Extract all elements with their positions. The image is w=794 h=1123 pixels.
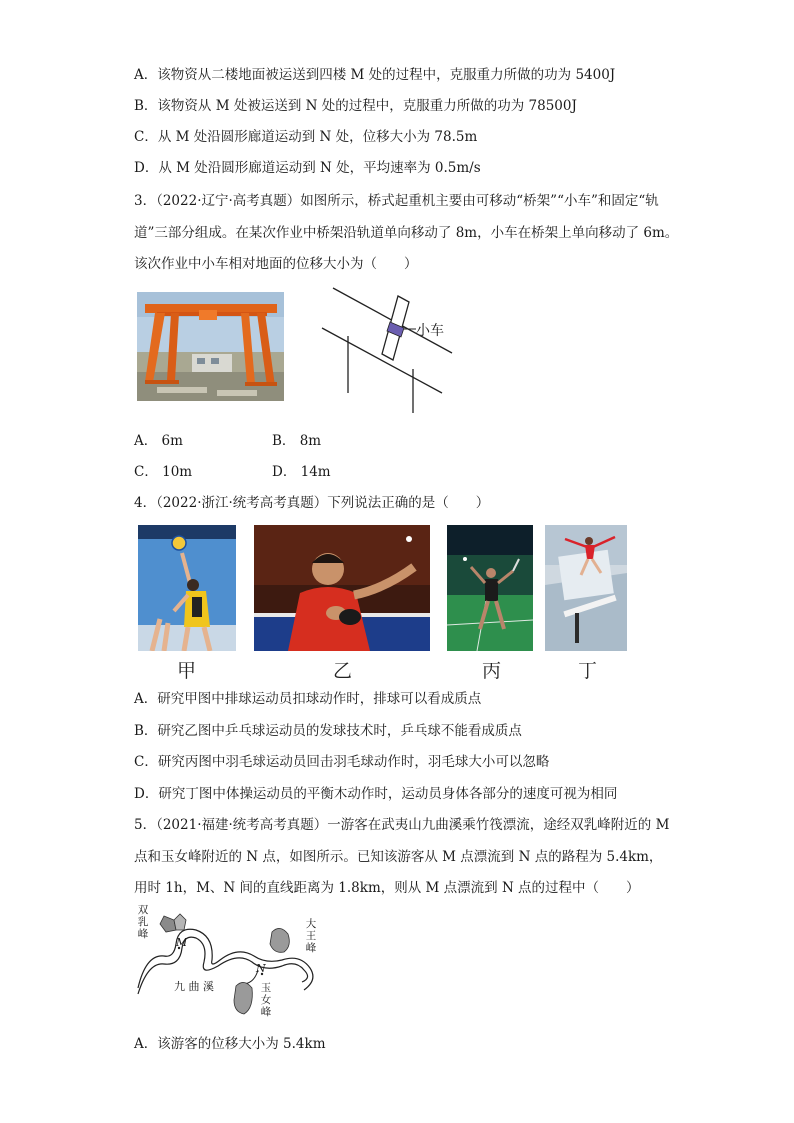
label-dawang: 大 王 峰 [305, 918, 317, 954]
label-point-n: N [256, 962, 266, 975]
q2-option-a: A．该物资从二楼地面被运送到四楼 M 处的过程中，克服重力所做的功为 5400J [134, 67, 616, 83]
label-yunv: 玉 女 峰 [260, 982, 272, 1018]
label-point-m: M [176, 936, 188, 949]
q5-stem-line3: 用时 1h，M、N 间的直线距离为 1.8km，则从 M 点漂流到 N 点的过程中（ ） [134, 880, 640, 896]
q3-stem-line3: 该次作业中小车相对地面的位移大小为（ ） [134, 256, 418, 272]
q4-option-d: D．研究丁图中体操运动员的平衡木动作时，运动员身体各部分的速度可视为相同 [134, 786, 618, 802]
gymnastics-photo [545, 525, 627, 651]
caption-bing: 丙 [482, 660, 502, 682]
q3-stem-line1: 3．（2022·辽宁·高考真题）如图所示，桥式起重机主要由可移动“桥架”“小车”和固定“轨 [134, 193, 659, 209]
q3-option-a: A． 6m [134, 433, 183, 449]
q2-option-c: C．从 M 处沿圆形廊道运动到 N 处，位移大小为 78.5m [134, 129, 478, 145]
q3-stem-line2: 道”三部分组成。在某次作业中桥架沿轨道单向移动了 8m，小车在桥架上单向移动了 6m。 [134, 225, 679, 241]
label-jiuquxi: 九 曲 溪 [174, 980, 214, 993]
crane-photo [137, 292, 284, 401]
q3-option-b: B． 8m [272, 433, 322, 449]
q2-option-d: D．从 M 处沿圆形廊道运动到 N 处，平均速率为 0.5m/s [134, 160, 481, 176]
table-tennis-photo [254, 525, 430, 651]
q2-option-b: B．该物资从 M 处被运送到 N 处的过程中，克服重力所做的功为 78500J [134, 98, 577, 114]
q5-stem-line1: 5．（2021·福建·统考高考真题）一游客在武夷山九曲溪乘竹筏漂流，途经双乳峰附近的 M [134, 817, 670, 833]
q4-option-c: C．研究丙图中羽毛球运动员回击羽毛球动作时，羽毛球大小可以忽略 [134, 754, 550, 770]
river-map [134, 904, 334, 1029]
volleyball-photo [138, 525, 236, 651]
q3-option-d: D． 14m [272, 464, 331, 480]
caption-yi: 乙 [333, 660, 353, 682]
q5-stem-line2: 点和玉女峰附近的 N 点，如图所示。已知该游客从 M 点漂流到 N 点的路程为 5.4km， [134, 849, 663, 865]
badminton-photo [447, 525, 533, 651]
q4-stem: 4．（2022·浙江·统考高考真题）下列说法正确的是（ ） [134, 495, 490, 511]
caption-ding: 丁 [578, 660, 598, 682]
q4-option-a: A．研究甲图中排球运动员扣球动作时，排球可以看成质点 [134, 691, 482, 707]
label-shuangru: 双 乳 峰 [137, 904, 149, 940]
trolley-label: 小车 [416, 323, 444, 339]
q3-option-c: C． 10m [134, 464, 193, 480]
q5-option-a: A．该游客的位移大小为 5.4km [134, 1036, 326, 1052]
caption-jia: 甲 [177, 660, 197, 682]
crane-diagram [318, 283, 458, 418]
q4-option-b: B．研究乙图中乒乓球运动员的发球技术时，乒乓球不能看成质点 [134, 723, 522, 739]
